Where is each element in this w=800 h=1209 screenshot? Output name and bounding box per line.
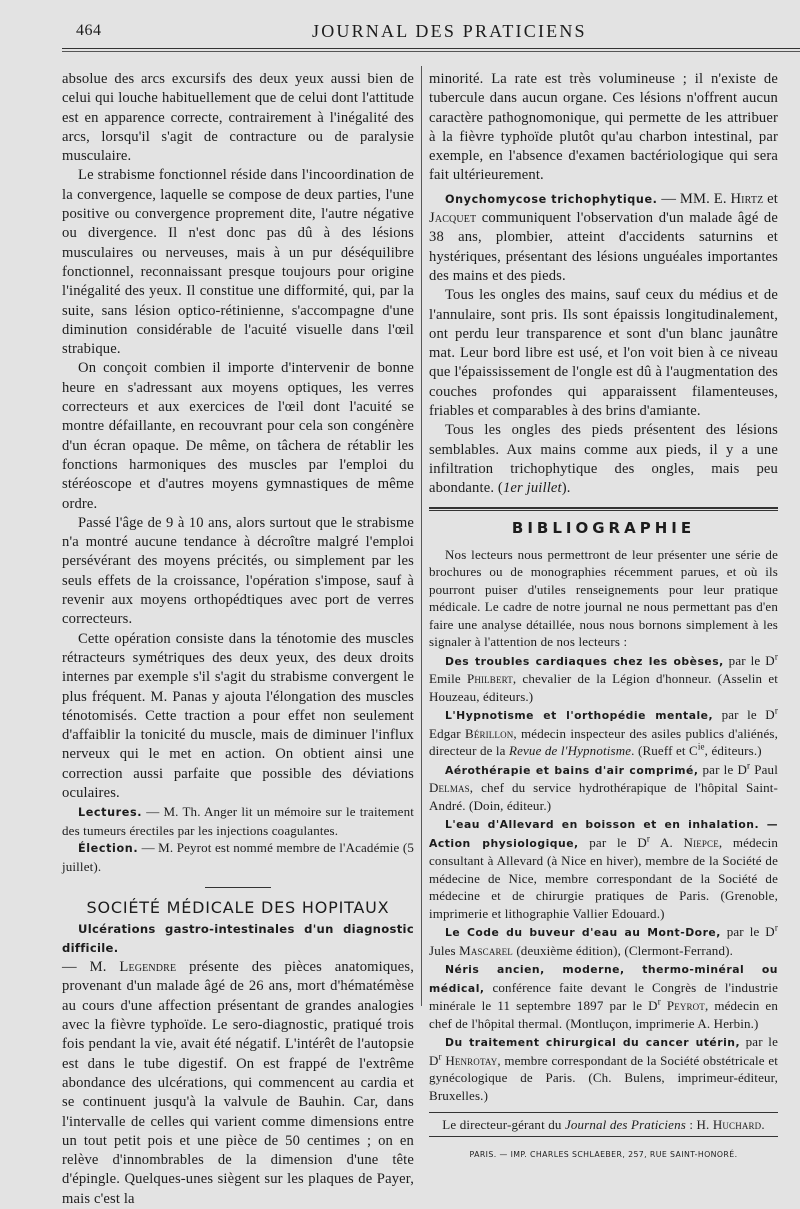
author-name: Niepce — [683, 834, 719, 850]
superscript: r — [774, 923, 778, 933]
bibliography-entry — [429, 761, 778, 815]
bibliography-entry — [429, 815, 778, 922]
bibliography-entry — [429, 1033, 778, 1104]
author-name: Peyrot — [666, 998, 705, 1014]
text-run: Jules — [429, 942, 460, 958]
section-separator — [205, 887, 271, 888]
text-run: Paul — [750, 761, 778, 777]
superscript: ie — [697, 742, 705, 752]
date: 1er juillet — [502, 480, 562, 497]
text-run: , chevalier de la Légion d'honneur. (Asselin et Houzeau, éditeurs.) — [429, 671, 779, 704]
director-footer — [429, 1112, 778, 1137]
bibliography-title: BIBLIOGRAPHIE — [511, 518, 696, 537]
paragraph: On conçoit combien il importe d'intervenir de bonne heure en s'adressant aux moyens optiques, les verres correcteurs et aux exercices de l'œil dont l'acuité se montre défaillante, en recouvrant pour cela son congénère d'un écran opaque. De même, on tâchera de rétablir les fonctions harmoniques des muscles par l'emploi du stéréoscope et d'autres moyens gymnastiques de même ordre. — [62, 360, 414, 512]
author-name: Bérillon — [465, 725, 514, 741]
journal-name: Revue de l'Hypnotisme — [509, 743, 632, 759]
column-divider — [421, 66, 422, 1006]
text-run: Le directeur-gérant du — [442, 1117, 565, 1133]
director-name: Huchard — [712, 1117, 762, 1133]
text-run: par le D — [720, 924, 775, 940]
paragraph: minorité. La rate est très volumineuse ; il n'existe de tubercule dans aucun organe. Ces lésions n'offrent aucun caractère pathognomonique, qui permette de les attribuer à la fièvre typhoïde plutôt qu'au charbon intestinal, par exemple, en l'absence d'examen bactériologique qui sera fait ultérieurement. — [429, 71, 778, 184]
text-run: par le D — [698, 761, 747, 777]
text-run: . (Rueff et C — [631, 743, 698, 759]
entry-title: Aérothérapie et bains d'air comprimé, — [445, 763, 699, 777]
report-label: Onychomycose trichophytique. — [445, 192, 658, 206]
text-run: par le D — [429, 1034, 778, 1068]
journal-name: Journal des Praticiens — [564, 1117, 686, 1133]
paragraph: Cette opération consiste dans la ténotomie des muscles rétracteurs symétriques des deux yeux, des deux droits internes par exemple s'il s'agit du strabisme convergent le plus fréquent. M. Panas y ajouta l'élongation des muscles ténotomisés. Cette traction a pour effet non seulement d'affaiblir la tonicité du muscle, mais de diminuer l'influx nerveux qui le met en action. On obtient ainsi une correction aussi parfaite que possible des déviations oculaires. — [62, 630, 414, 801]
entry-title: L'Hypnotisme et l'orthopédie mentale, — [445, 709, 714, 723]
paragraph: Passé l'âge de 9 à 10 ans, alors surtout que le strabisme n'a montré aucune tendance à décroître malgré l'emploi persévérant des moyens précités, ou simplement par les seuls effets de la croissance, l'opération s'impose, sauf à revenir aux moyens orthopédtiques avec port de verres correcteurs. — [62, 514, 414, 628]
author-name: Jacquet — [429, 210, 477, 227]
election-label: Élection. — [78, 842, 139, 856]
section-title: SOCIÉTÉ MÉDICALE DES HOPITAUX — [86, 898, 390, 918]
text-run: — MM. E. — [657, 190, 731, 207]
text-run: par le D — [713, 707, 775, 723]
entry-title: Néris ancien, moderne, thermo-minéral ou médical, — [429, 963, 778, 995]
text-run: présente des pièces anatomiques, provenant d'un malade âgé de 26 ans, mort d'hématémèse au cours d'une affection présentant de grandes analogies avec la fièvre typhoïde. Le sero-diagnostic, pratiqué trois fois pendant la vie, avait été négatif. L'intérêt de l'autopsie est dans le tube digestif. On est frappé de l'extrême abondance des ulcérations, qui commencent au cardia et se continuent jusqu'à la valvule de Bauhin. Car, dans l'intervalle de celles qui varient comme dimensions entre un tout petit pois et une pièce de 50 centimes ; on en relève d'innombrables de la dimension d'une tête d'épingle. Quelques-unes siègent sur les plaques de Payer, mais c'est la — [62, 959, 414, 1207]
text-run: par le D — [723, 652, 775, 668]
superscript: r — [438, 1051, 442, 1062]
author-name: Delmas — [429, 780, 470, 796]
text-run: : H. — [685, 1117, 713, 1133]
text-run: , médecin inspecteur des asiles publics d'aliénés, directeur de la — [429, 725, 778, 759]
bibliography-entry — [429, 652, 778, 706]
biblio-rule — [429, 507, 778, 509]
election-text: — M. Peyrot est nommé membre de l'Académie (5 juillet). — [62, 840, 414, 874]
lectures-note — [62, 803, 414, 839]
entry-title: Du traitement chirurgical du cancer utérin, — [445, 1036, 741, 1050]
bibliography-entry — [429, 706, 778, 760]
text-run: communiquent l'observation d'un malade âgé de 38 ans, plombier, atteint d'accidents saturnins et hystériques, présentant des lésions unguéales importantes des mains et des pieds. — [429, 210, 778, 284]
printer-imprint: PARIS. — IMP. CHARLES SCHLAEBER, 257, RUE SAINT-HONORÉ. — [469, 1150, 738, 1160]
paragraph — [62, 958, 414, 1209]
lectures-label: Lectures. — [78, 806, 143, 820]
biblio-rule-thin — [429, 510, 778, 511]
text-run: ). — [561, 480, 571, 497]
text-run: A. — [650, 834, 684, 850]
page-header — [62, 18, 797, 44]
superscript: r — [657, 997, 661, 1007]
paragraph: absolue des arcs excursifs des deux yeux aussi bien de celui qui louche habituellement que de celui dont l'attitude est en apparence correcte, contrairement à l'inégalité des arcs, lorsqu'il s'agit de contracture ou de paralysie musculaire. — [62, 71, 414, 165]
subsection-title: Ulcérations gastro-intestinales d'un diagnostic difficile. — [62, 921, 414, 955]
text-run: et — [763, 190, 778, 207]
lectures-text: — M. Th. Anger lit un mémoire sur le traitement des tumeurs érectiles par les injections coagulantes. — [62, 804, 414, 838]
text-run: , médecin en chef de l'hôpital thermal. (Montluçon, imprimerie A. Herbin.) — [429, 998, 778, 1031]
text-run: par le D — [578, 834, 647, 850]
paragraph — [429, 421, 778, 498]
bibliography-intro: Nos lecteurs nous permettront de leur présenter une série de brochures ou de monographies récemment parues, et où ils pourront puiser d'utiles renseignements pour leur pratique médicale. Le cadre de notre journal ne nous permettant pas d'en faire une analyse détaillée, nous nous bornons simplement à les signaler à l'attention de nos lecteurs : — [429, 546, 778, 650]
author-name: Mascarel — [459, 942, 513, 958]
superscript: r — [774, 706, 778, 716]
text-run: Edgar — [429, 725, 466, 741]
entry-title: Des troubles cardiaques chez les obèses, — [445, 654, 724, 668]
bibliography-entry — [429, 960, 778, 1032]
header-rule — [62, 48, 800, 49]
author-name: Hirtz — [730, 190, 764, 207]
paragraph: Tous les ongles des mains, sauf ceux du médius et de l'annulaire, sont pris. Ils sont épaissis longitudinalement, ont perdu leur transparence et sont d'un blanc jaunâtre mat. Leur bord libre est usé, et l'on voit bien à ce niveau que l'épaississement de l'ongle est dû à l'augmentation des couches profondes qui apparaissent filamenteuses, friables et comparables à des brins d'amiante. — [429, 287, 778, 420]
page-number: 464 — [76, 22, 102, 39]
superscript: r — [646, 833, 651, 844]
text-run: . — [761, 1117, 765, 1133]
superscript: r — [747, 760, 751, 771]
author-name: Legendre — [119, 959, 177, 976]
text-run: , éditeurs.) — [704, 743, 762, 759]
text-run: , membre correspondant de la Société obstétricale et gynécologique de Paris. (Ch. Bulens, imprimeur-éditeur, Bruxelles.) — [429, 1052, 778, 1103]
superscript: r — [774, 651, 778, 662]
journal-title: JOURNAL DES PRATICIENS — [312, 21, 587, 41]
author-name: Henrotay — [445, 1052, 498, 1068]
paragraph: Le strabisme fonctionnel réside dans l'incoordination de la convergence, laquelle se compose de deux parties, l'une positive ou convergence proprement dite, l'autre négative ou divergence. Il n'est donc pas dû à des lésions musculaires ou nerveuses, mais à un pur déséquilibre fonctionnel, reconnaissant presque toujours pour origine l'inégalité des yeux. Il constitue une difformité, qui, par la suite, sans lésion optico-rétinienne, s'accompagne d'une diminution considérable de l'acuité visuelle dans l'œil strabique. — [62, 167, 414, 358]
text-run: Emile — [429, 671, 467, 687]
header-rule-thin — [62, 51, 800, 52]
text-run: (deuxième édition), (Clermont-Ferrand). — [512, 942, 733, 958]
text-run: Tous les ongles des pieds présentent des lésions semblables. Aux mains comme aux pieds, il y a une infiltration trichophytique des ongles, mais peu abondante. ( — [429, 422, 778, 497]
text-run: conférence faite devant le Congrès de l'industrie minérale le 11 septembre 1897 par le D — [429, 979, 778, 1014]
bibliography-entry — [429, 923, 778, 959]
entry-title: L'eau d'Allevard en boisson et en inhalation. — Action physiologique, — [429, 818, 778, 850]
onychomycose-report — [429, 190, 778, 286]
election-note — [62, 839, 414, 875]
entry-title: Le Code du buveur d'eau au Mont-Dore, — [445, 926, 721, 940]
text-run: — M. — [62, 959, 120, 976]
author-name: Philbert — [466, 671, 513, 687]
right-column — [429, 70, 778, 1165]
text-run: , médecin consultant à Allevard (à Nice en hiver), membre de la Société de médecine de Nice, membre correspondant de la Société de médecine et de chirurgie pratiques de Paris. (Grenoble, imprimerie et lithographie Vallier Edouard.) — [429, 834, 778, 921]
text-run: , chef du service hydrothérapique de l'hôpital Saint-André. (Doin, éditeur.) — [429, 780, 778, 813]
left-column — [62, 70, 414, 1209]
